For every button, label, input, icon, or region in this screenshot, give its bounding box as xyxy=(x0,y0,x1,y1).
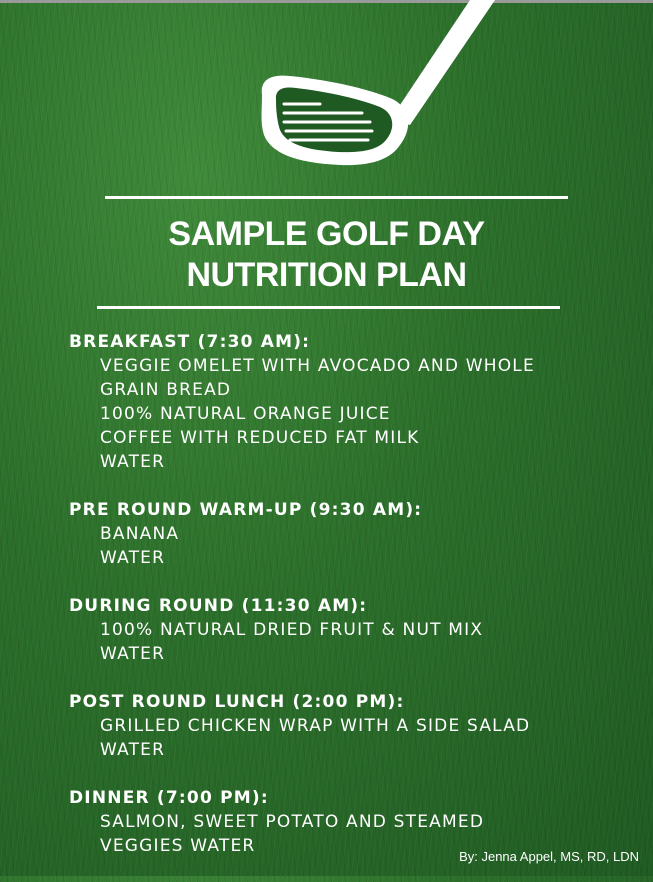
meal-item: SALMON, SWEET POTATO AND STEAMED xyxy=(100,812,485,832)
meal-heading: PRE ROUND WARM-UP (9:30 AM): xyxy=(69,500,423,520)
meal-item: VEGGIES WATER xyxy=(100,836,256,856)
title-rule-top xyxy=(105,196,568,199)
meal-item: WATER xyxy=(100,740,166,760)
page-title xyxy=(0,214,653,296)
meal-item: 100% NATURAL ORANGE JUICE xyxy=(100,404,391,424)
meal-dinner xyxy=(69,786,639,858)
meal-heading: DINNER (7:00 PM): xyxy=(69,788,269,808)
meal-heading: DURING ROUND (11:30 AM): xyxy=(69,596,368,616)
meal-plan xyxy=(69,330,639,882)
title-line-1: SAMPLE GOLF DAY xyxy=(168,215,485,253)
author-credit: By: Jenna Appel, MS, RD, LDN xyxy=(459,849,639,864)
meal-item: BANANA xyxy=(100,524,180,544)
title-line-2: NUTRITION PLAN xyxy=(186,256,467,294)
meal-breakfast xyxy=(69,330,639,474)
meal-item: GRILLED CHICKEN WRAP WITH A SIDE SALAD xyxy=(100,716,531,736)
title-rule-bottom xyxy=(97,306,560,309)
meal-item: WATER xyxy=(100,548,166,568)
meal-item: WATER xyxy=(100,452,166,472)
meal-item: COFFEE WITH REDUCED FAT MILK xyxy=(100,428,420,448)
meal-during-round xyxy=(69,594,639,666)
meal-item: WATER xyxy=(100,644,166,664)
meal-item: GRAIN BREAD xyxy=(100,380,232,400)
meal-heading: POST ROUND LUNCH (2:00 PM): xyxy=(69,692,405,712)
meal-heading: BREAKFAST (7:30 AM): xyxy=(69,332,311,352)
meal-item: VEGGIE OMELET WITH AVOCADO AND WHOLE xyxy=(100,356,535,376)
meal-pre-round xyxy=(69,498,639,570)
golf-club-icon xyxy=(250,0,510,175)
meal-item: 100% NATURAL DRIED FRUIT & NUT MIX xyxy=(100,620,484,640)
meal-post-round xyxy=(69,690,639,762)
